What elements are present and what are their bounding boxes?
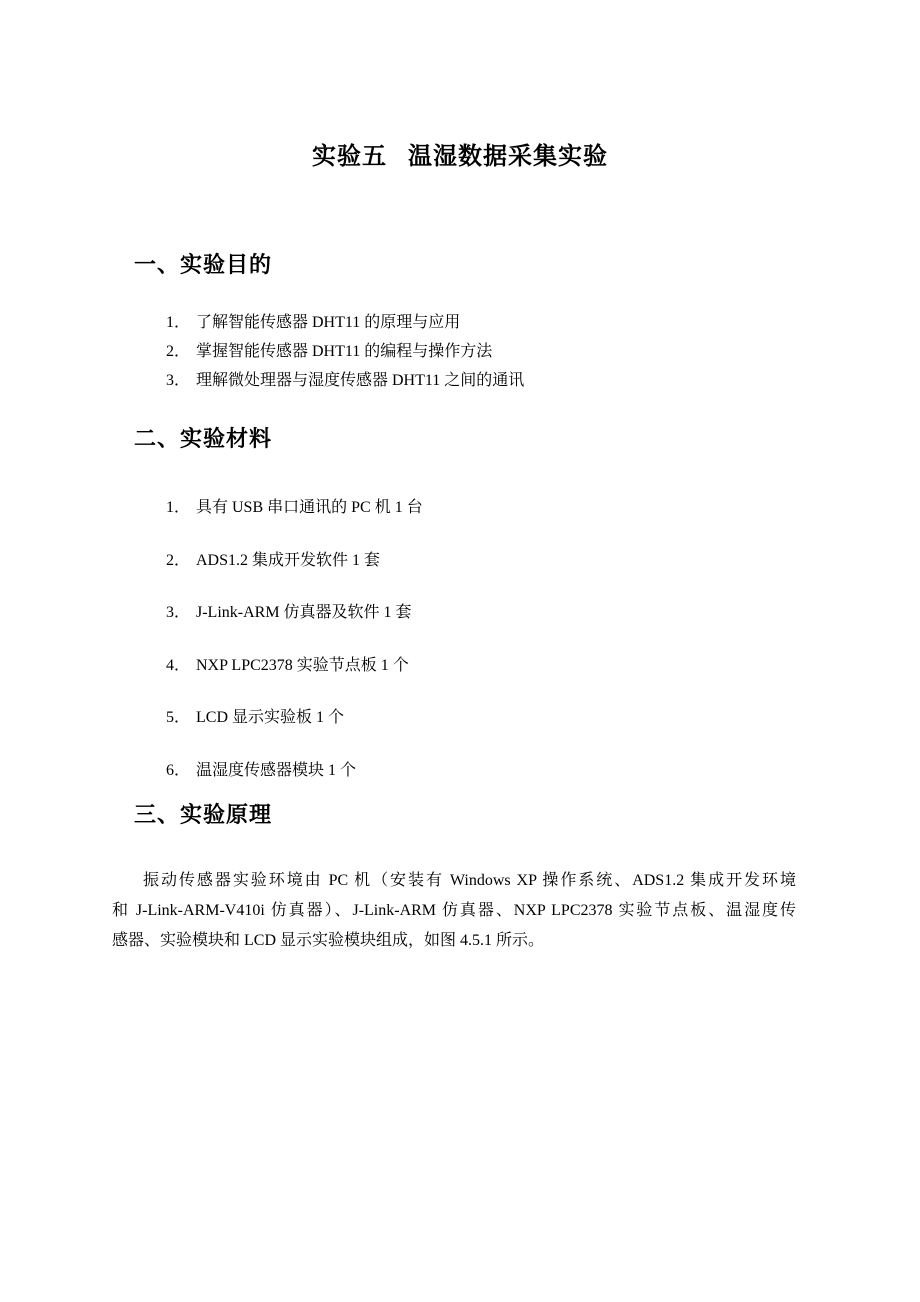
item-text: 理解微处理器与湿度传感器 DHT11 之间的通讯 (196, 372, 525, 389)
list-item (166, 366, 524, 395)
section-heading-principle: 三、实验原理 (134, 802, 273, 827)
list-item (166, 640, 423, 693)
list-item (166, 535, 423, 588)
item-text: ADS1.2 集成开发软件 1 套 (196, 551, 381, 569)
principle-paragraph (112, 866, 796, 956)
item-text: 掌握智能传感器 DHT11 的编程与操作方法 (196, 343, 493, 360)
list-item (166, 337, 524, 366)
list-item (166, 745, 423, 798)
item-number: 4． (166, 656, 191, 674)
item-number: 3． (166, 372, 191, 389)
item-number: 6． (166, 761, 191, 779)
item-text: J-Link-ARM 仿真器及软件 1 套 (196, 604, 412, 621)
paragraph-line: 振动传感器实验环境由 PC 机（安装有 Windows XP 操作系统、ADS1.2 集成开发环境 (143, 872, 796, 889)
item-text: 温湿度传感器模块 1 个 (196, 761, 357, 779)
paragraph-line: 感器、实验模块和 LCD 显示实验模块组成，如图 4.5.1 所示。 (112, 932, 545, 949)
list-item (166, 692, 423, 745)
item-text: 了解智能传感器 DHT11 的原理与应用 (196, 314, 461, 331)
item-number: 5． (166, 709, 191, 726)
item-text: LCD 显示实验板 1 个 (196, 709, 345, 726)
paragraph-line: 和 J-Link-ARM-V410i 仿真器）、J-Link-ARM 仿真器、NXP LPC2378 实验节点板、温湿度传 (112, 902, 796, 919)
materials-list (166, 482, 423, 797)
document-title: 实验五 温湿数据采集实验 (312, 144, 608, 170)
list-item (166, 587, 423, 640)
item-number: 2． (166, 551, 191, 569)
item-number: 2． (166, 343, 191, 360)
item-text: NXP LPC2378 实验节点板 1 个 (196, 656, 409, 674)
purpose-list (166, 308, 524, 395)
section-heading-materials: 二、实验材料 (134, 426, 273, 451)
item-number: 3． (166, 604, 191, 621)
list-item (166, 482, 423, 535)
list-item (166, 308, 524, 337)
item-text: 具有 USB 串口通讯的 PC 机 1 台 (196, 499, 423, 516)
section-heading-purpose: 一、实验目的 (134, 252, 273, 277)
item-number: 1． (166, 499, 191, 516)
item-number: 1． (166, 314, 191, 331)
